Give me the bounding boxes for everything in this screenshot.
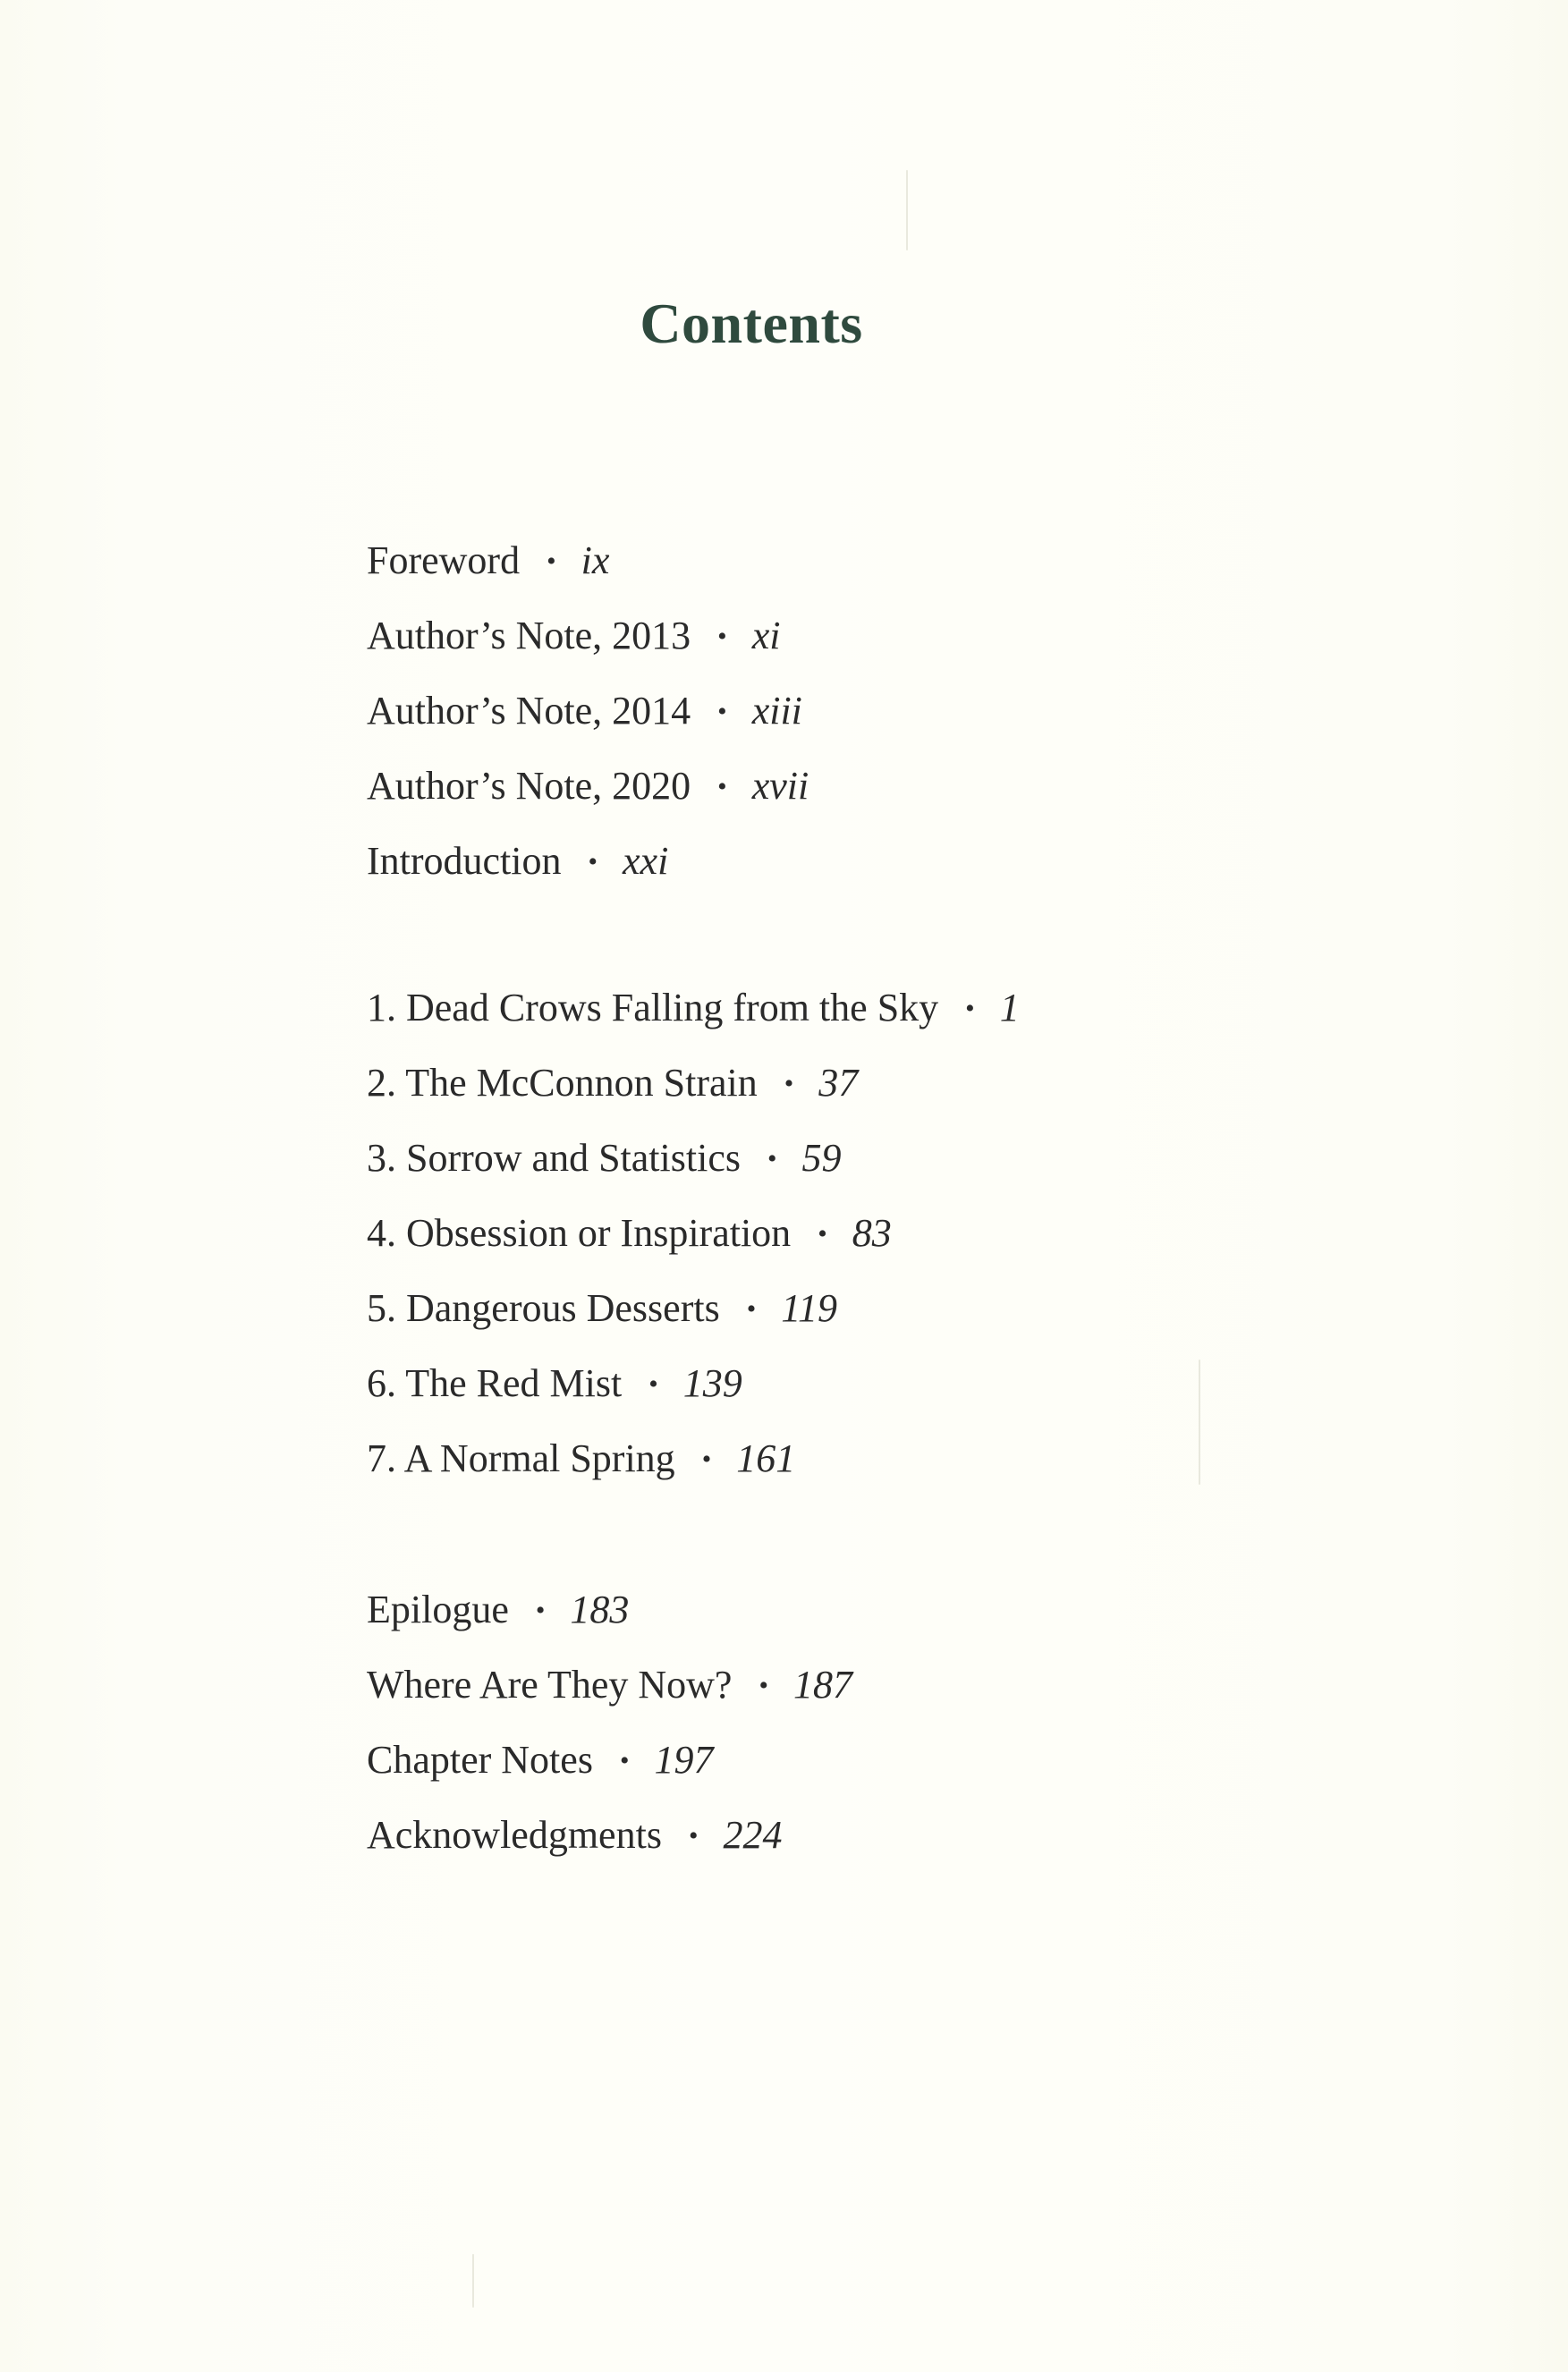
bullet-separator: • — [717, 622, 727, 651]
toc-chapter — [367, 1271, 1020, 1346]
entry-title: Foreword — [367, 538, 521, 582]
chapter-title: The Red Mist — [405, 1361, 623, 1405]
chapter-number: 3. — [367, 1136, 396, 1180]
chapter-title: Sorrow and Statistics — [406, 1136, 741, 1180]
chapter-title: The McConnon Strain — [405, 1061, 758, 1105]
chapter-title: A Normal Spring — [403, 1436, 675, 1480]
page-title: Contents — [640, 292, 863, 355]
bullet-separator: • — [784, 1069, 794, 1098]
entry-page: xxi — [623, 839, 669, 883]
chapter-page: 1 — [999, 986, 1020, 1029]
chapter-page: 59 — [801, 1136, 842, 1180]
chapter-number: 1. — [367, 986, 396, 1029]
chapter-number: 2. — [367, 1061, 396, 1105]
bullet-separator: • — [547, 546, 556, 576]
chapter-title: Obsession or Inspiration — [406, 1211, 792, 1255]
toc-entry — [367, 749, 809, 824]
toc-chapter — [367, 970, 1020, 1046]
chapter-number: 5. — [367, 1286, 396, 1330]
bullet-separator: • — [648, 1369, 658, 1399]
chapter-title: Dangerous Desserts — [406, 1286, 720, 1330]
toc-chapters — [367, 970, 1020, 1496]
toc-chapter — [367, 1046, 1020, 1121]
chapter-page: 139 — [682, 1361, 742, 1405]
entry-page: xvii — [751, 764, 809, 808]
scan-mark — [472, 2254, 474, 2308]
chapter-page: 83 — [852, 1211, 892, 1255]
toc-back-matter — [367, 1572, 852, 1873]
entry-page: 183 — [570, 1588, 630, 1631]
toc-entry — [367, 1798, 852, 1873]
entry-title: Author’s Note, 2014 — [367, 689, 691, 733]
bullet-separator: • — [717, 697, 727, 726]
bullet-separator: • — [688, 1821, 699, 1851]
entry-page: xi — [751, 614, 781, 657]
entry-title: Introduction — [367, 839, 562, 883]
toc-entry — [367, 1723, 852, 1798]
entry-page: ix — [581, 538, 610, 582]
toc-chapter — [367, 1346, 1020, 1421]
chapter-page: 161 — [736, 1436, 796, 1480]
bullet-separator: • — [701, 1444, 712, 1474]
entry-title: Epilogue — [367, 1588, 509, 1631]
chapter-page: 37 — [818, 1061, 859, 1105]
toc-entry — [367, 673, 809, 749]
toc-entry — [367, 523, 809, 598]
chapter-number: 4. — [367, 1211, 396, 1255]
chapter-number: 7. — [367, 1436, 396, 1480]
entry-page: xiii — [751, 689, 802, 733]
chapter-title: Dead Crows Falling from the Sky — [406, 986, 939, 1029]
entry-page: 187 — [792, 1663, 852, 1707]
bullet-separator: • — [746, 1294, 757, 1324]
bullet-separator: • — [965, 994, 975, 1023]
entry-title: Acknowledgments — [367, 1813, 662, 1857]
toc-chapter — [367, 1421, 1020, 1496]
toc-entry — [367, 1572, 852, 1648]
toc-chapter — [367, 1121, 1020, 1196]
bullet-separator: • — [759, 1671, 768, 1700]
entry-title: Author’s Note, 2013 — [367, 614, 691, 657]
scan-mark — [1199, 1360, 1200, 1485]
entry-title: Where Are They Now? — [367, 1663, 733, 1707]
toc-entry — [367, 598, 809, 673]
toc-entry — [367, 824, 809, 899]
bullet-separator: • — [619, 1746, 630, 1775]
toc-entry — [367, 1648, 852, 1723]
bullet-separator: • — [818, 1219, 827, 1249]
entry-page: 197 — [654, 1738, 714, 1782]
chapter-page: 119 — [781, 1286, 837, 1330]
scan-mark — [906, 170, 908, 250]
bullet-separator: • — [588, 847, 598, 877]
bullet-separator: • — [717, 772, 727, 801]
entry-page: 224 — [723, 1813, 783, 1857]
bullet-separator: • — [767, 1144, 777, 1173]
toc-front-matter — [367, 523, 809, 899]
chapter-number: 6. — [367, 1361, 396, 1405]
entry-title: Chapter Notes — [367, 1738, 593, 1782]
toc-chapter — [367, 1196, 1020, 1271]
bullet-separator: • — [535, 1596, 546, 1625]
entry-title: Author’s Note, 2020 — [367, 764, 691, 808]
